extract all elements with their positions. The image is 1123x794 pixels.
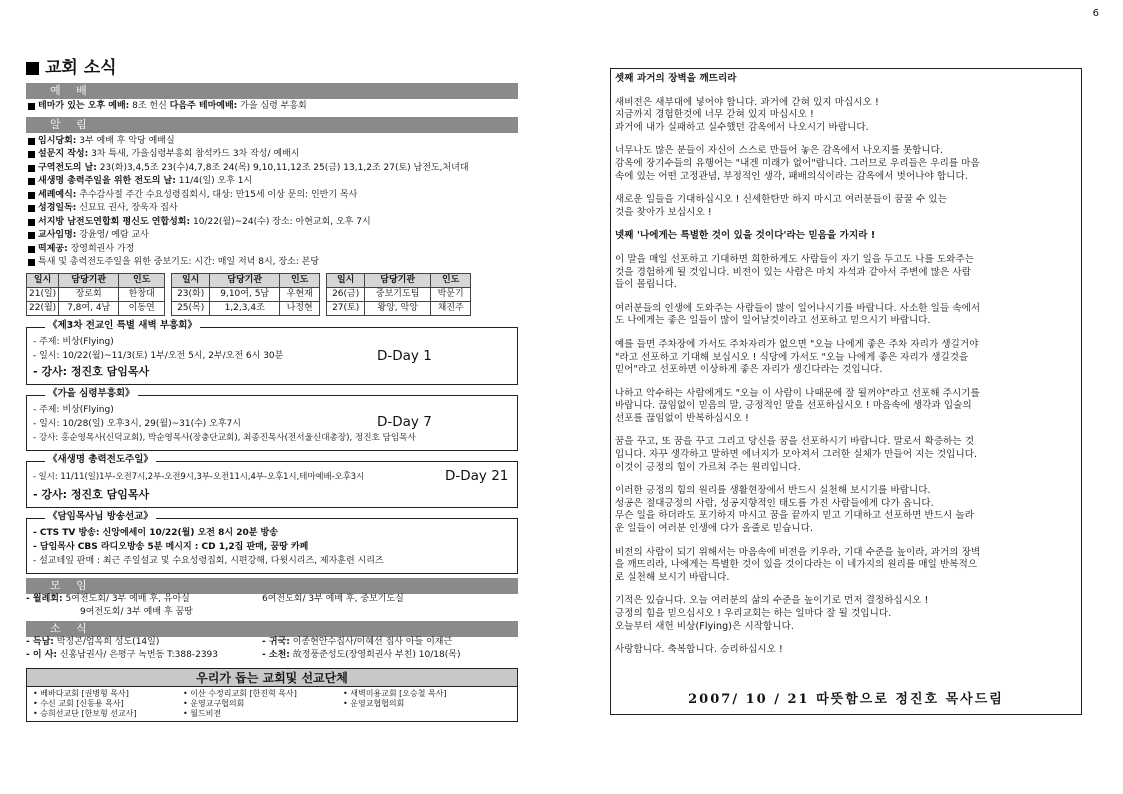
- page-number: 6: [1092, 8, 1099, 19]
- box-date-row: - 일시: 10/28(일) 오후3시, 29(월)~31(수) 오후7시 D-Day 7: [33, 413, 432, 430]
- column-heading: 셋째 과거의 장벽을 깨뜨리라: [615, 73, 737, 84]
- dday-label: D-Day 21: [445, 467, 509, 484]
- box-date-row: - 일시: 11/11(일)1부-오전7시,2부-오전9시,3부-오전11시,4부-오후1시,테마예배-오후3시 D-Day 21: [33, 467, 509, 484]
- box-title: 《새생명 총력전도주일》: [45, 454, 156, 466]
- column-line: 무슨 일을 하더라도 포기하지 마시고 꿈을 끝까지 믿고 기대하고 선포하면 반드시 놀라: [615, 510, 975, 522]
- notice-item: 새생명 총력주일을 위한 전도의 날: 11/4(일) 오후 1시: [26, 176, 518, 190]
- schedule-tables: [26, 271, 518, 319]
- schedule-header: 인도: [119, 273, 165, 287]
- table-row: [172, 287, 320, 301]
- support-item: • 베바다교회 [권병형 목사]: [33, 688, 129, 698]
- bullet-icon: [28, 205, 35, 212]
- schedule-cell: 25(목): [172, 301, 210, 315]
- paragraph-gap: [615, 292, 1077, 303]
- section-bar-meeting: 모 임: [26, 578, 518, 594]
- box-theme: - 주제: 비상(Flying): [33, 336, 114, 347]
- column-line: 너무나도 많은 분들이 자신이 스스로 만들어 놓은 감옥에서 나오지를 못합니다.: [615, 145, 944, 157]
- bullet-icon: [28, 178, 35, 185]
- support-item: • 월드비전: [183, 708, 222, 718]
- paragraph-gap: [615, 134, 1077, 145]
- schedule-header: 담당기관: [365, 273, 431, 287]
- schedule-header: 일시: [27, 273, 59, 287]
- bullet-icon: [28, 103, 35, 110]
- schedule-header: 인도: [280, 273, 320, 287]
- square-bullet-icon: [26, 62, 39, 75]
- bullet-icon: [28, 232, 35, 239]
- support-item: • 수신 교회 [신동용 목사]: [33, 698, 124, 708]
- table-row: [172, 301, 320, 315]
- left-column: [26, 58, 518, 722]
- paragraph-gap: [615, 536, 1077, 547]
- notice-item: 구역전도의 날: 23(화)3,4,5조 23(수)4,7,8조 24(목) 9,10,11,12조 25(금) 13,1,2조 27(토) 남전도,처녀대: [26, 163, 518, 177]
- schedule-cell: 나정현: [280, 301, 320, 315]
- box-speaker: - 강사: 정진호 담임목사: [33, 487, 150, 501]
- schedule-cell: 7,8여, 4남: [59, 301, 119, 315]
- notice-item: 특새 및 총력전도주일을 위한 중보기도: 시간: 매일 저녁 8시, 장소: 본당: [26, 257, 518, 271]
- page-title-text: 교회 소식: [45, 58, 117, 78]
- column-line: 로 실천해 보시기 바랍니다.: [615, 571, 730, 583]
- column-line: 이 말을 매일 선포하고 기대하면 희한하게도 사람들이 자기 일을 두고도 나를 도와주는: [615, 253, 975, 265]
- bullet-icon: [28, 151, 35, 158]
- table-row: [327, 301, 471, 315]
- schedule-table: [171, 273, 320, 316]
- schedule-cell: 26(금): [327, 287, 365, 301]
- paragraph-gap: [615, 633, 1077, 644]
- schedule-cell: 23(화): [172, 287, 210, 301]
- bullet-icon: [28, 246, 35, 253]
- notice-item: 떡제공: 장영희권사 가정: [26, 244, 518, 258]
- paragraph-gap: [615, 584, 1077, 595]
- schedule-header: 담당기관: [59, 273, 119, 287]
- column-line: 바랍니다. 끊임없이 믿음의 말, 긍정적인 말을 선포하십시오 ! 마음속에 생각과 입술의: [615, 400, 972, 412]
- column-line: 새비전은 새부대에 넣어야 합니다. 과거에 갇혀 있지 마십시오 !: [615, 96, 879, 108]
- paragraph-gap: [615, 328, 1077, 339]
- schedule-header: 담당기관: [210, 273, 280, 287]
- column-line: 나하고 악수하는 사람에게도 "오늘 이 사람이 나때문에 잘 될꺼야"라고 선포해 주시기를: [615, 387, 980, 399]
- notice-item: 임시당회: 3부 예배 후 악당 예배실: [26, 136, 518, 150]
- broadcast-line: - 설교테잎 판매 : 최근 주일설교 및 수요성령집회, 시편강해, 다윗시리즈, 제자훈련 시리즈: [33, 555, 384, 566]
- support-item: [343, 709, 503, 719]
- column-line: 예를 들면 주차장에 가서도 주차자리가 없으면 "오늘 나에게 좋은 주차 자리가 생길거야: [615, 338, 979, 350]
- column-line: 과거에 내가 실패하고 실수했던 감옥에서 나오시기 바랍니다.: [615, 121, 869, 133]
- box-speaker: - 강사: 정진호 담임목사: [33, 364, 150, 378]
- support-item: • 승희선교단 [한보형 선교사]: [33, 708, 137, 718]
- worship-line: 테마가 있는 오후 예배: 8조 헌신 다음주 테마예배: 가을 심령 부흥회: [26, 101, 518, 115]
- support-list: [27, 687, 517, 721]
- section-bar-worship: 예 배: [26, 83, 518, 99]
- schedule-cell: 장로회: [59, 287, 119, 301]
- paragraph-gap: [615, 219, 1077, 230]
- column-line: 속에 있는 어떤 고정관념, 부정적인 생각, 패배의식이라는 감옥에서 벗어나야 합니다.: [615, 170, 968, 182]
- column-line: 것을 경험하게 될 것입니다. 비전이 있는 사람은 마치 자석과 같아서 주변에 많은 사람: [615, 266, 971, 278]
- support-item: • 새벽미용교회 [오승철 목사]: [343, 688, 447, 698]
- notice-item: 교사임명: 강윤영/ 예람 교사: [26, 230, 518, 244]
- paragraph-gap: [615, 425, 1077, 436]
- paragraph-gap: [615, 243, 1077, 254]
- schedule-cell: 9,10여, 5남: [210, 287, 280, 301]
- bullet-icon: [28, 259, 35, 266]
- paragraph-gap: [615, 474, 1077, 485]
- column-line: 여러분들의 인생에 도와주는 사람들이 많이 일어나시기를 바랍니다. 사소한 일들 속에서: [615, 302, 981, 314]
- column-heading: 넷째 '나에게는 특별한 것이 있을 것이다'라는 믿음을 가지라 !: [615, 230, 876, 242]
- column-line: 입니다. 자꾸 생각하고 말하면 에너지가 모아져서 그러한 실체가 만들어 지는 것입니다.: [615, 449, 978, 461]
- schedule-cell: 중보기도팀: [365, 287, 431, 301]
- schedule-cell: 채진주: [431, 301, 471, 315]
- signature: 2007/ 10 / 21 따뜻함으로 정진호 목사드림: [688, 691, 1004, 707]
- column-line: 비전의 사람이 되기 위해서는 마음속에 비전을 키우라, 기대 수준을 높이라, 과거의 장벽: [615, 546, 981, 558]
- column-line: 성공은 절대긍정의 사람, 성공지향적인 태도를 가진 사람들에게 다가 옵니다.: [615, 497, 934, 509]
- support-box: [26, 668, 518, 722]
- box-theme: - 주제: 비상(Flying): [33, 404, 114, 415]
- column-line: 을 깨뜨리라, 나에게는 특별한 것이 있을 것이다라는 이 네가지의 원리를 매일 반복적으: [615, 559, 978, 571]
- column-line: 사랑합니다. 축복합니다. 승리하십시오 !: [615, 644, 783, 656]
- notice-item: 서지방 남전도연합회 평신도 연합성회: 10/22(월)~24(수) 장소: 아현교회, 오후 7시: [26, 217, 518, 231]
- schedule-cell: 우현재: [280, 287, 320, 301]
- column-line: 기적은 있습니다. 오늘 여러분의 삶의 수준을 높이기로 먼저 결정하십시오 !: [615, 595, 929, 607]
- column-line: 긍정의 힘을 믿으십시오 ! 우리교회는 하는 일마다 잘 될 것입니다.: [615, 608, 892, 619]
- column-line: 꿈을 꾸고, 또 꿈을 꾸고 그리고 당신을 꿈을 선포하시기 바랍니다. 말로서 확증하는 것: [615, 436, 975, 448]
- schedule-cell: 21(일): [27, 287, 59, 301]
- bullet-icon: [28, 219, 35, 226]
- box-title: 《가을 심령부흥회》: [45, 388, 138, 400]
- box-dawn-revival: [26, 319, 518, 385]
- meeting-line: 9여전도회/ 3부 예배 후 꿈땅: [80, 607, 193, 618]
- paragraph-gap: [615, 183, 1077, 194]
- schedule-cell: 왕앙, 악앙: [365, 301, 431, 315]
- broadcast-line: - CTS TV 방송: 신앙에세이 10/22(월) 오전 8시 20분 방송: [33, 527, 278, 538]
- table-row: [27, 287, 165, 301]
- support-title: 우리가 돕는 교회및 선교단체: [27, 669, 517, 687]
- box-autumn-revival: [26, 387, 518, 451]
- support-item: • 운영교구협의회: [183, 698, 245, 708]
- column-line: 선포를 끊임없이 반복하십시오 !: [615, 412, 749, 424]
- box-speaker: - 강사: 홍순영목사(신덕교회), 박순영목사(장충단교회), 최종진목사(전서울신대총장), 정진호 담임목사: [33, 432, 416, 443]
- news-line: - 득남: 박정곤/엄옥희 성도(14일) - 귀국: 이종현안수집사/이혜선 집사 아들 이재근: [26, 636, 453, 647]
- table-row: [327, 287, 471, 301]
- schedule-cell: 한창대: [119, 287, 165, 301]
- column-line: 오늘부터 새헌 비상(Flying)은 시작합니다.: [615, 620, 794, 632]
- notice-item: 설문지 작성: 3차 특새, 가을심령부흥회 참석카드 3차 작성/ 예배시: [26, 149, 518, 163]
- box-date-row: - 일시: 10/22(월)~11/3(토) 1부/오전 5시, 2부/오전 6시 30분 D-Day 1: [33, 347, 432, 364]
- broadcast-line: - 담임목사 CBS 라디오방송 5분 메시지 : CD 1,2집 판매, 꿈땅 카페: [33, 541, 309, 552]
- column-line: 지금까지 경험한것에 너무 갇혀 있지 마십시오 !: [615, 109, 814, 121]
- notice-list: [26, 136, 518, 271]
- notice-item: 성경일독: 신묘묘 권사, 장욱자 집사: [26, 203, 518, 217]
- box-broadcast: [26, 510, 518, 574]
- schedule-header: 일시: [172, 273, 210, 287]
- box-title: 《담임목사님 방송선교》: [45, 511, 156, 523]
- meeting-line: - 월례회: 5여전도회/ 3부 예배 후, 유아실 6여전도회/ 3부 예배 후, 중보기도실: [26, 593, 404, 604]
- schedule-header: 일시: [327, 273, 365, 287]
- schedule-cell: 박문기: [431, 287, 471, 301]
- column-line: 새로운 일들을 기대하십시오 ! 신세한탄만 하지 마시고 여러분들이 꿈꿀 수 있는: [615, 194, 947, 206]
- table-row: [27, 301, 165, 315]
- column-line: 이것이 긍정의 힘이 가르쳐 주는 원리입니다.: [615, 461, 801, 473]
- column-line: 것을 찾아가 보십시오 !: [615, 206, 712, 218]
- dday-label: D-Day 1: [377, 347, 432, 364]
- page-title: [26, 58, 518, 79]
- section-bar-notice: 알 림: [26, 117, 518, 133]
- paragraph-gap: [615, 377, 1077, 388]
- schedule-cell: 27(토): [327, 301, 365, 315]
- schedule-table: [326, 273, 471, 316]
- schedule-table: [26, 273, 165, 316]
- column-line: 도 나에게는 좋은 일들이 많이 일어날것이라고 선포하고 믿으시기 바랍니다.: [615, 315, 931, 327]
- paragraph-gap: [615, 86, 1077, 97]
- schedule-cell: 이동연: [119, 301, 165, 315]
- support-item: • 이산 수정리교회 [한진혁 목사]: [183, 688, 297, 698]
- column-line: 들이 몰립니다.: [615, 279, 677, 291]
- section-bar-news: 소 식: [26, 621, 518, 637]
- schedule-cell: 22(월): [27, 301, 59, 315]
- schedule-cell: 1,2,3,4조: [210, 301, 280, 315]
- column-line: "라고 선포하고 기대해 보십시오 ! 식당에 가서도 "오늘 나에게 좋은 자리가 생길것을: [615, 351, 969, 363]
- bullet-icon: [28, 138, 35, 145]
- support-item: • 운영교협협의회: [343, 698, 405, 708]
- notice-item: 세례예식: 추수감사절 주간 수요성령집회시, 대상: 만15세 이상 문의: 인반기 목사: [26, 190, 518, 204]
- box-title: 《제3차 전교인 특별 새벽 부흥회》: [45, 320, 200, 332]
- column-line: 이러한 긍정의 힘의 원리를 생활현장에서 반드시 실천해 보시기를 바랍니다.: [615, 485, 931, 497]
- column-body: [615, 73, 1077, 657]
- dday-label: D-Day 7: [377, 413, 432, 430]
- column-line: 감옥에 장기수들의 유행어는 "내겐 미래가 없어"랍니다. 그러므로 우리들은 우리를 마음: [615, 157, 980, 169]
- bullet-icon: [28, 165, 35, 172]
- bullet-icon: [28, 192, 35, 199]
- schedule-header: 인도: [431, 273, 471, 287]
- box-evangelism-sunday: [26, 453, 518, 508]
- news-line: - 이 사: 신홍남권사/ 은평구 녹번동 T:388-2393 - 소천: 故정풍준성도(장영희권사 부친) 10/18(목): [26, 650, 461, 661]
- column-line: 믿어"라고 선포하면 이상하게 좋은 자리가 생긴다라는 것입니다.: [615, 364, 883, 376]
- pastor-column: [610, 68, 1082, 715]
- column-line: 운 일들이 여러분 인생에 다가 올줄로 믿습니다.: [615, 523, 814, 535]
